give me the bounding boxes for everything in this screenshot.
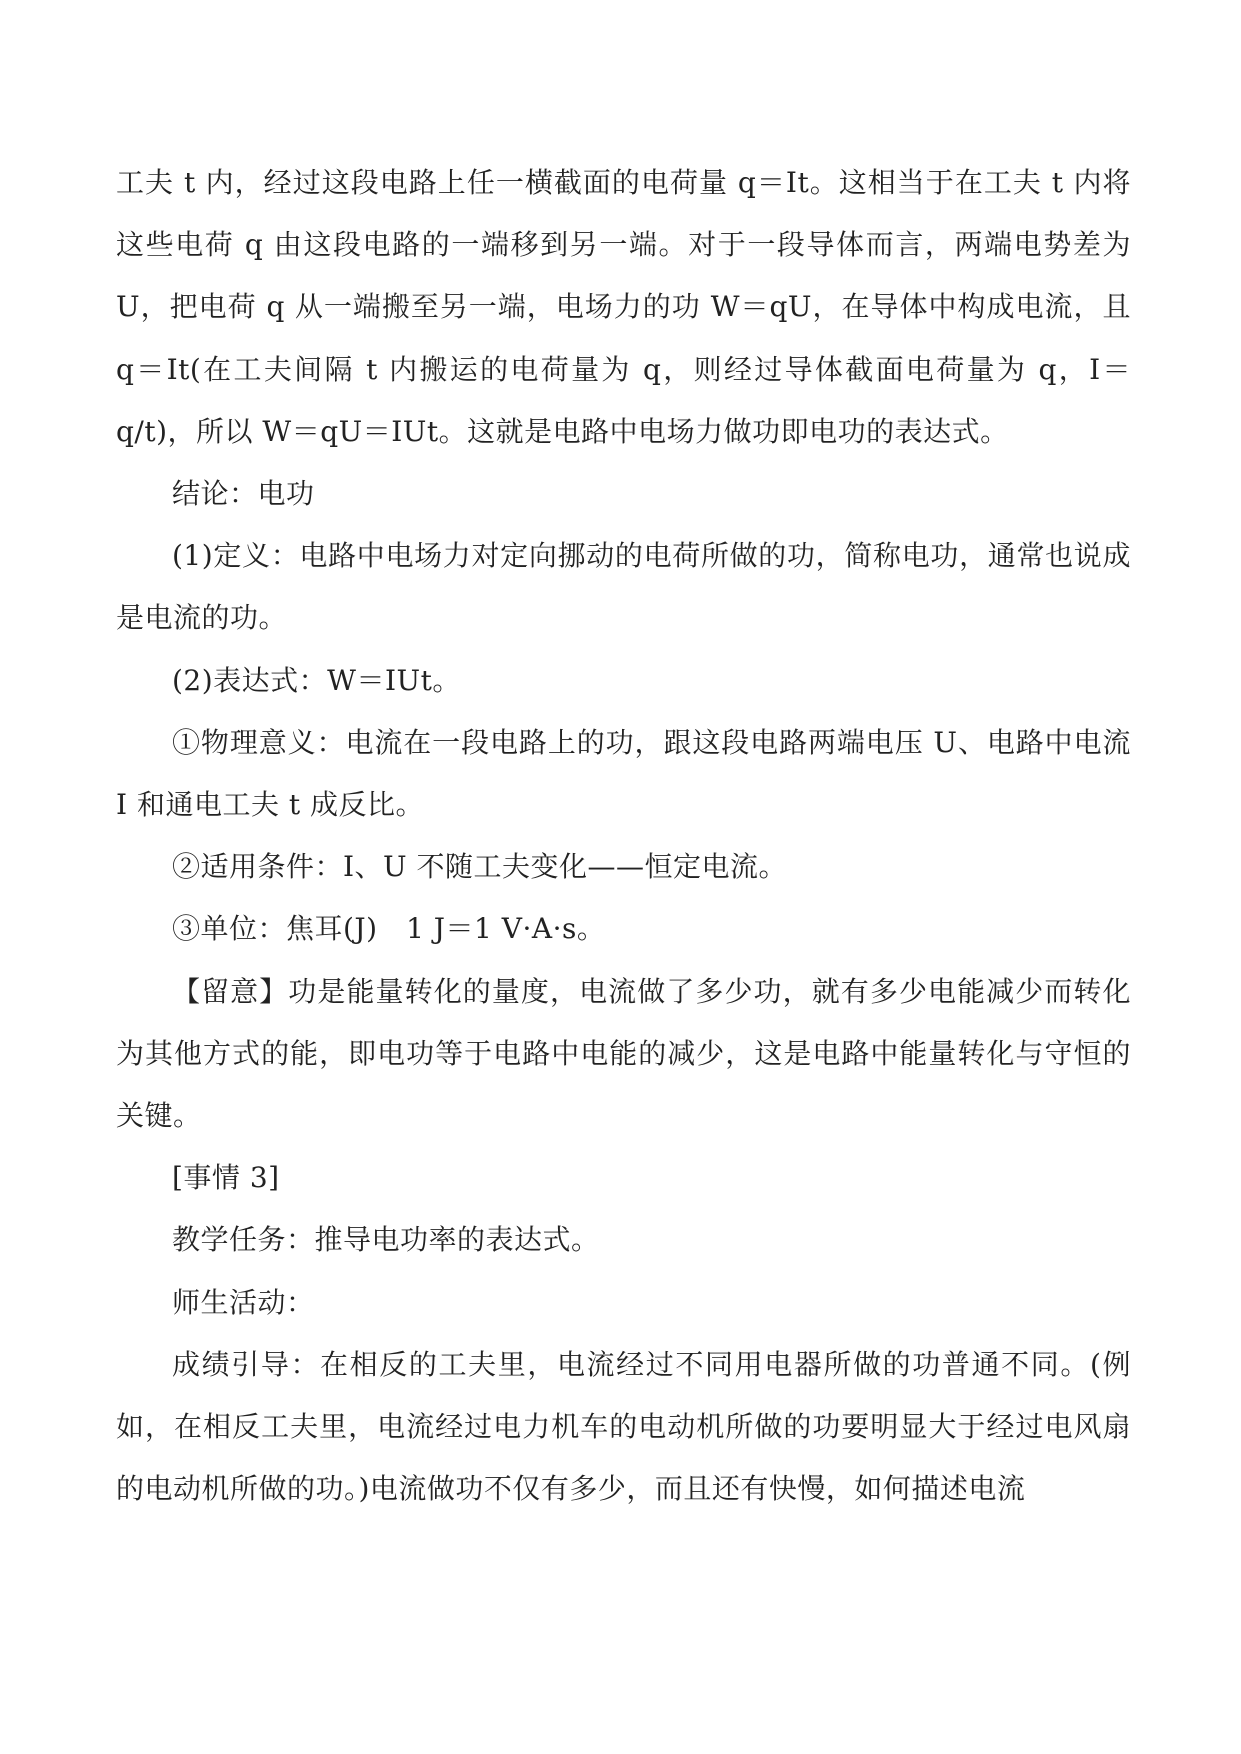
paragraph-activities-heading: 师生活动： xyxy=(172,1285,315,1319)
paragraph-conclusion-heading: 结论：电功 xyxy=(172,477,315,511)
paragraph-event-3-heading: [事情 3] xyxy=(172,1161,280,1195)
paragraph-electric-work-derivation: 工夫 t 内，经过这段电路上任一横截面的电荷量 q＝It。这相当于在工夫 t 内将这些电荷 q 由这段电路的一端移到另一端。对于一段导体而言，两端电势差为 U，把电荷 q 从一端搬至另一端，电场力的功 W＝qU，在导体中构成电流，且 q＝It(在工夫间隔 t 内搬运的电荷量为 q，则经过导体截面电荷量为 q，I＝q/t)，所以 W＝qU＝IUt。这就是电路中电场力做功即电功的表达式。 xyxy=(116,166,1131,448)
paragraph-expression: (2)表达式：W＝IUt。 xyxy=(172,663,461,697)
paragraph-teaching-task: 教学任务：推导电功率的表达式。 xyxy=(172,1223,600,1257)
paragraph-applicable-conditions: ②适用条件：I、U 不随工夫变化——恒定电流。 xyxy=(172,850,788,884)
paragraph-note: 【留意】功是能量转化的量度，电流做了多少功，就有多少电能减少而转化为其他方式的能，即电功等于电路中电能的减少，这是电路中能量转化与守恒的关键。 xyxy=(116,974,1131,1133)
paragraph-definition: (1)定义：电路中电场力对定向挪动的电荷所做的功，简称电功，通常也说成是电流的功。 xyxy=(116,539,1131,635)
paragraph-unit: ③单位：焦耳(J) 1 J＝1 V·A·s。 xyxy=(172,912,606,946)
paragraph-physical-meaning: ①物理意义：电流在一段电路上的功，跟这段电路两端电压 U、电路中电流 I 和通电工夫 t 成反比。 xyxy=(116,725,1131,822)
paragraph-guiding-question: 成绩引导：在相反的工夫里，电流经过不同用电器所做的功普通不同。(例如，在相反工夫里，电流经过电力机车的电动机所做的功要明显大于经过电风扇的电动机所做的功。)电流做功不仅有多少，而且还有快慢，如何描述电流 xyxy=(116,1347,1131,1506)
document-page xyxy=(116,152,1131,1520)
